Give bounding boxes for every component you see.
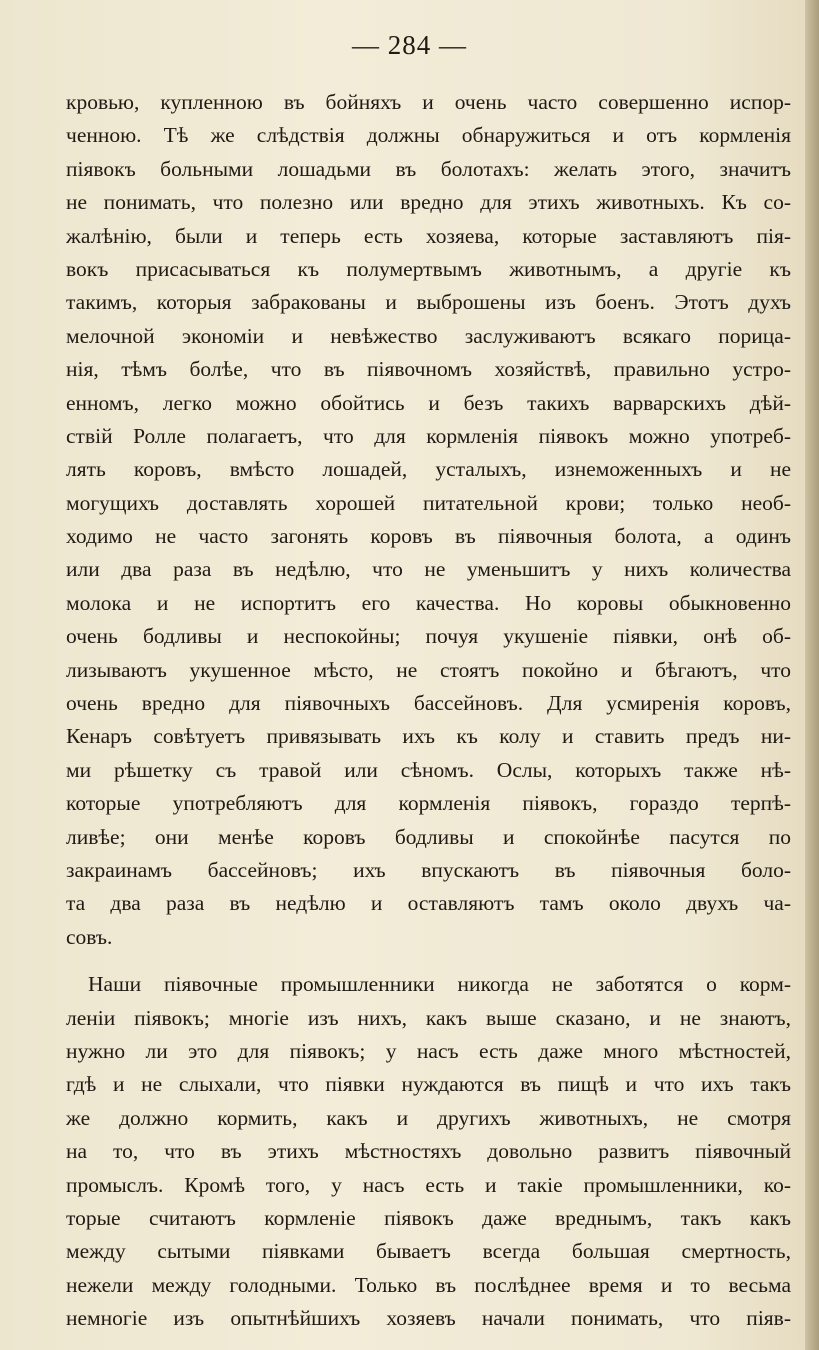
text-line: ствій Ролле полагаетъ, что для кормленія піявокъ можно употреб- xyxy=(66,423,791,448)
text-line: не понимать, что полезно или вредно для этихъ животныхъ. Къ со- xyxy=(66,190,791,215)
text-line: которые употребляютъ для кормленія піявокъ, гораздо терпѣ- xyxy=(66,791,791,816)
text-line: очень вредно для піявочныхъ бассейновъ. Для усмиренія коровъ, xyxy=(66,691,791,716)
text-line: торые считаютъ кормленіе піявокъ даже вреднымъ, такъ какъ xyxy=(66,1205,791,1230)
text-line: енномъ, легко можно обойтись и безъ такихъ варварскихъ дѣй- xyxy=(66,390,791,415)
text-line: мелочной экономіи и невѣжество заслуживаютъ всякаго порица- xyxy=(66,323,791,348)
text-line: гдѣ и не слыхали, что піявки нуждаются въ пищѣ и что ихъ такъ xyxy=(66,1072,791,1097)
text-line: ми рѣшетку съ травой или сѣномъ. Ослы, которыхъ также нѣ- xyxy=(66,757,791,782)
text-line: совъ. xyxy=(66,924,113,949)
text-line: такимъ, которыя забракованы и выброшены изъ боенъ. Этотъ духъ xyxy=(66,290,791,315)
text-line: нежели между голодными. Только въ послѣднее время и то весьма xyxy=(66,1272,791,1297)
text-line: молока и не испортитъ его качества. Но коровы обыкновенно xyxy=(66,590,791,615)
text-line: нія, тѣмъ болѣе, что въ піявочномъ хозяйствѣ, правильно устро- xyxy=(66,357,791,382)
text-line: ченною. Тѣ же слѣдствія должны обнаружиться и отъ кормленія xyxy=(66,123,791,148)
text-line: нужно ли это для піявокъ; у насъ есть даже много мѣстностей, xyxy=(66,1038,791,1063)
text-line: та два раза въ недѣлю и оставляютъ тамъ около двухъ ча- xyxy=(66,891,791,916)
text-line: между сытыми піявками бываетъ всегда большая смертность, xyxy=(66,1239,791,1264)
text-line: промыслъ. Кромѣ того, у насъ есть и такіе промышленники, ко- xyxy=(66,1172,791,1197)
text-line: Кенаръ совѣтуетъ привязывать ихъ къ колу и ставить предъ ни- xyxy=(66,724,791,749)
text-line: немногіе изъ опытнѣйшихъ хозяевъ начали понимать, что пiяв- xyxy=(66,1306,791,1331)
text-line: лизываютъ укушенное мѣсто, не стоятъ покойно и бѣгаютъ, что xyxy=(66,657,791,682)
text-line: на то, что въ этихъ мѣстностяхъ довольно развитъ піявочный xyxy=(66,1139,791,1164)
text-line: ливѣе; они менѣе коровъ бодливы и спокойнѣе пасутся по xyxy=(66,824,791,849)
page-edge xyxy=(805,0,819,1350)
text-line: Наши піявочные промышленники никогда не заботятся о корм- xyxy=(88,972,791,997)
page-body xyxy=(66,86,791,1335)
page-number: — 284 — xyxy=(352,30,467,60)
text-line: или два раза въ недѣлю, что не уменьшитъ у нихъ количества xyxy=(66,557,791,582)
text-line: піявокъ больными лошадьми въ болотахъ: желать этого, значитъ xyxy=(66,156,791,181)
text-line: ходимо не часто загонять коровъ въ піявочныя болота, а одинъ xyxy=(66,524,791,549)
paragraph-1 xyxy=(66,86,791,954)
text-line: кровью, купленною въ бойняхъ и очень часто совершенно испор- xyxy=(66,90,791,114)
text-line: вокъ присасываться къ полумертвымъ животнымъ, а другіе къ xyxy=(66,256,791,281)
paragraph-gap xyxy=(66,954,791,968)
text-line: леніи піявокъ; многіе изъ нихъ, какъ выше сказано, и не знаютъ, xyxy=(66,1005,791,1030)
paragraph-2 xyxy=(66,968,791,1335)
text-line: же должно кормить, какъ и другихъ животныхъ, не смотря xyxy=(66,1105,791,1130)
text-line: лять коровъ, вмѣсто лошадей, усталыхъ, изнеможенныхъ и не xyxy=(66,457,791,482)
text-line: жалѣнію, были и теперь есть хозяева, которые заставляютъ пія- xyxy=(66,223,791,248)
text-line: очень бодливы и неспокойны; почуя укушеніе піявки, онѣ об- xyxy=(66,624,791,649)
text-line: закраинамъ бассейновъ; ихъ впускаютъ въ піявочныя боло- xyxy=(66,857,791,882)
text-line: могущихъ доставлять хорошей питательной крови; только необ- xyxy=(66,490,791,515)
